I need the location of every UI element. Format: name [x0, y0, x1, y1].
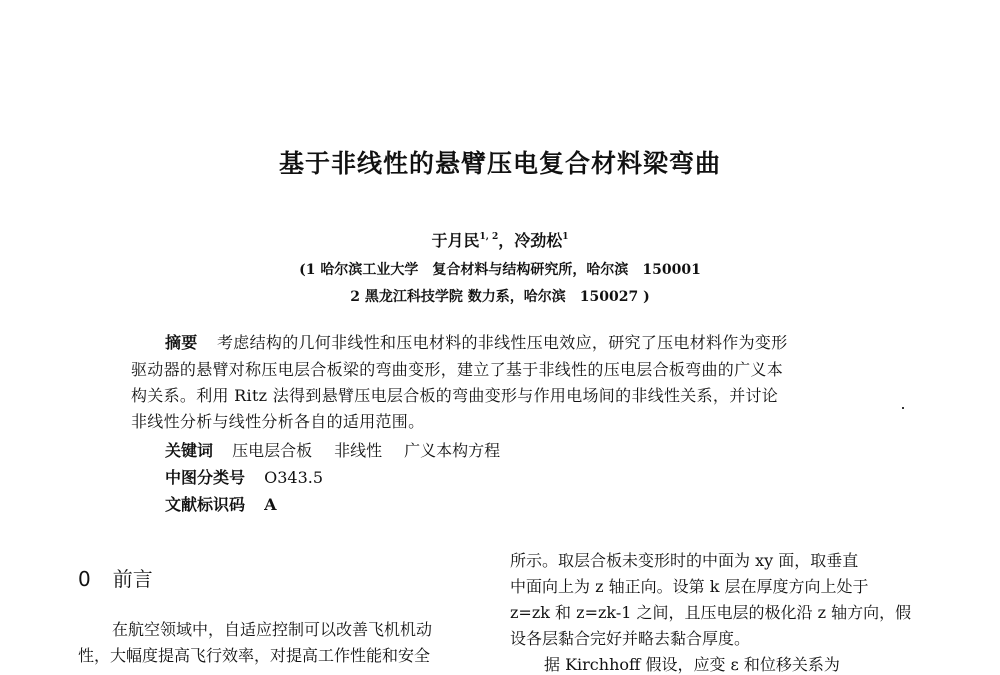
document-code-value: A	[264, 495, 277, 514]
keyword: 广义本构方程	[404, 441, 501, 460]
keywords-label: 关键词	[165, 441, 214, 460]
author-line	[0, 228, 1000, 251]
abstract-line	[131, 332, 851, 354]
keyword: 压电层合板	[232, 441, 313, 460]
body-text-line: 在航空领域中，自适应控制可以改善飞机机动	[112, 620, 433, 639]
keyword-list	[232, 441, 500, 460]
paper-title: 基于非线性的悬臂压电复合材料梁弯曲	[278, 149, 721, 178]
abstract-line: 驱动器的悬臂对称压电层合板梁的弯曲变形，建立了基于非线性的压电层合板弯曲的广义本	[131, 360, 784, 379]
classification-value: O343.5	[264, 468, 324, 487]
author-affiliation-mark: 1	[562, 232, 569, 242]
affiliation-line: 2 黑龙江科技学院 数力系，哈尔滨 150027 )	[350, 289, 650, 305]
abstract-text: 考虑结构的几何非线性和压电材料的非线性压电效应，研究了压电材料作为变形	[217, 333, 788, 352]
abstract-line: 构关系。利用 Ritz 法得到悬臂压电层合板的弯曲变形与作用电场间的非线性关系，并讨论	[131, 386, 779, 405]
section-title: 前言	[112, 567, 153, 591]
abstract-line: 非线性分析与线性分析各自的适用范围。	[131, 412, 425, 431]
keywords-line	[165, 438, 500, 461]
body-text-line: 中面向上为 z 轴正向。设第 k 层在厚度方向上处于	[510, 577, 869, 596]
author-separator: ，	[498, 231, 515, 250]
section-heading	[78, 563, 153, 592]
author-affiliation-mark: 1, 2	[479, 232, 499, 242]
body-text-line: 设各层黏合完好并略去黏合厚度。	[510, 629, 751, 648]
classification-line	[165, 465, 323, 488]
classification-label: 中图分类号	[165, 468, 246, 487]
section-number: 0	[78, 567, 91, 591]
abstract-label: 摘要	[165, 333, 198, 352]
author-name: 冷劲松	[514, 231, 563, 250]
scan-speck	[902, 407, 904, 409]
body-text-line: 所示。取层合板未变形时的中面为 xy 面，取垂直	[510, 551, 859, 570]
document-code-label: 文献标识码	[165, 495, 246, 514]
body-text-line: z=zk 和 z=zk-1 之间，且压电层的极化沿 z 轴方向，假	[510, 603, 912, 622]
body-text-line: 据 Kirchhoff 假设，应变 ε 和位移关系为	[544, 655, 840, 674]
affiliation-line: (1 哈尔滨工业大学 复合材料与结构研究所，哈尔滨 150001	[299, 262, 701, 278]
document-code-line	[165, 492, 277, 515]
author-name: 于月民	[431, 231, 480, 250]
body-text-line: 性，大幅度提高飞行效率，对提高工作性能和安全	[78, 646, 431, 665]
keyword: 非线性	[334, 441, 383, 460]
